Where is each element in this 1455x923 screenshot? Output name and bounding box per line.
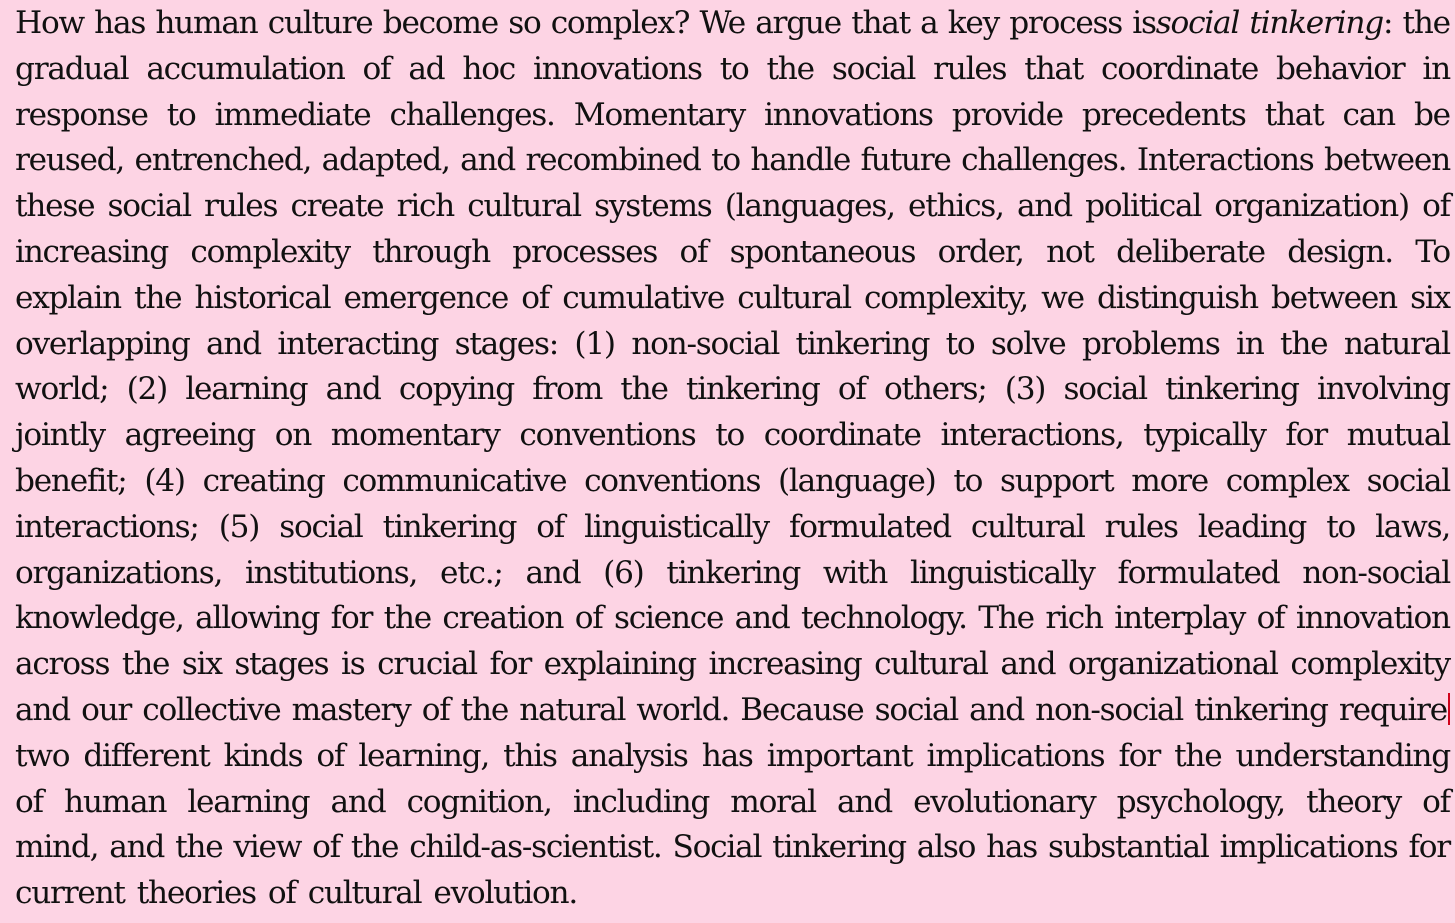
word: mastery	[291, 691, 411, 728]
word: spontaneous	[729, 233, 916, 270]
word: (language)	[778, 462, 936, 499]
word: increasing	[15, 233, 169, 270]
word: innovations	[764, 96, 933, 133]
word: cultural	[874, 646, 988, 683]
word: our	[81, 691, 132, 728]
word: of	[316, 737, 345, 774]
word: social	[874, 691, 958, 728]
word: cultural	[467, 188, 581, 225]
word: require	[1339, 688, 1450, 734]
word: ethics,	[908, 188, 1004, 225]
word: benefit;	[15, 462, 127, 499]
word: that	[851, 5, 910, 41]
word: from	[532, 371, 603, 408]
word: for	[330, 600, 373, 637]
word: a	[920, 5, 938, 41]
word: organizational	[1067, 646, 1278, 683]
word: and	[837, 783, 892, 820]
word: complexity,	[864, 279, 1028, 316]
word: different	[83, 737, 210, 774]
word: ad	[408, 50, 445, 87]
word: key	[947, 5, 999, 41]
word: learning,	[358, 737, 490, 774]
word: become	[382, 5, 498, 41]
word: of	[312, 829, 340, 866]
word: across	[15, 646, 110, 683]
text-line	[15, 367, 1450, 413]
word: processes	[512, 233, 658, 270]
word: also	[916, 829, 976, 866]
word: natural	[519, 691, 626, 728]
word: crucial	[377, 646, 477, 683]
text-line	[15, 551, 1450, 597]
text-line	[15, 871, 1450, 917]
word: We	[699, 5, 745, 41]
word: complex	[1225, 462, 1349, 499]
word: the	[134, 279, 182, 316]
word: the	[121, 646, 170, 683]
text-line	[15, 734, 1450, 780]
word: historical	[194, 279, 331, 316]
word: of	[536, 508, 565, 545]
word: formulated	[788, 508, 951, 545]
word: (1)	[574, 325, 615, 362]
word: Because	[740, 691, 864, 728]
word: the	[1280, 325, 1328, 362]
word: rules	[1104, 508, 1178, 545]
word: tinkering	[795, 325, 930, 362]
word: non-social	[631, 325, 780, 362]
text-line	[15, 642, 1450, 688]
word: child-as-scientist.	[409, 829, 662, 866]
word: is	[341, 646, 365, 683]
text-line	[15, 93, 1450, 139]
text-line	[15, 184, 1450, 230]
word: rich	[396, 188, 455, 225]
word: the	[1402, 5, 1450, 41]
word: design.	[1287, 233, 1393, 270]
word: social	[107, 188, 191, 225]
word: and	[734, 600, 790, 637]
word: create	[290, 188, 384, 225]
word: accumulation	[146, 50, 345, 87]
text-line	[15, 459, 1450, 505]
word: precedents	[1081, 96, 1246, 133]
word: overlapping	[15, 325, 190, 362]
word: of	[1256, 600, 1285, 637]
word: of	[362, 50, 391, 87]
text-line	[15, 276, 1450, 322]
word: has	[701, 737, 753, 774]
word: of	[15, 783, 43, 820]
word: Social	[672, 829, 762, 866]
word: this	[503, 737, 557, 774]
word: explain	[15, 279, 121, 316]
word: the	[175, 829, 223, 866]
word: jointly	[15, 417, 105, 454]
word: the	[1174, 737, 1222, 774]
word: psychology,	[1116, 783, 1285, 820]
word: provide	[951, 96, 1063, 133]
text-cursor	[1448, 693, 1450, 725]
word: How	[15, 5, 84, 41]
word: cognition,	[406, 783, 552, 820]
word: complexity	[1290, 646, 1450, 683]
word: creation	[442, 600, 564, 637]
word: for	[1408, 829, 1450, 866]
word: linguistically	[584, 508, 769, 545]
word: be	[1413, 96, 1450, 133]
word: (4)	[144, 462, 185, 499]
word: adapted,	[321, 142, 450, 179]
word: between	[1271, 279, 1397, 316]
word: Momentary	[573, 96, 745, 133]
word: entrenched,	[134, 142, 312, 179]
word: the	[383, 600, 431, 637]
word: for	[489, 646, 532, 683]
word: these	[15, 188, 95, 225]
word: tinkering:	[1249, 5, 1393, 41]
word: stages:	[454, 325, 558, 362]
word: involving	[1317, 371, 1450, 408]
word: human	[155, 5, 258, 41]
word: learning	[187, 783, 310, 820]
word: stages	[234, 646, 329, 683]
word: coordinate	[1101, 50, 1259, 87]
word: problems	[1081, 325, 1220, 362]
word: others;	[883, 371, 987, 408]
word: and	[1000, 646, 1056, 683]
word: recombined	[525, 142, 701, 179]
word: allowing	[195, 600, 320, 637]
word: of	[837, 371, 866, 408]
word: (5)	[218, 508, 260, 545]
word: gradual	[15, 50, 129, 87]
word: world;	[15, 371, 109, 408]
word: and	[325, 371, 381, 408]
word: learning	[185, 371, 308, 408]
word: creating	[202, 462, 325, 499]
word: to	[719, 50, 749, 87]
word: in	[1422, 50, 1450, 87]
word: cultural	[737, 279, 851, 316]
word: argue	[755, 5, 841, 41]
word: and	[330, 783, 386, 820]
word: and	[460, 142, 516, 179]
text-line	[15, 596, 1450, 642]
word: complex?	[550, 5, 690, 41]
text-line	[15, 780, 1450, 826]
word: of	[421, 691, 450, 728]
word: the	[766, 50, 814, 87]
word: hoc	[462, 50, 515, 87]
text-line	[15, 688, 1450, 734]
word: so	[508, 5, 541, 41]
word: has	[986, 829, 1038, 866]
word: issocial	[1132, 5, 1240, 41]
word: and	[206, 325, 261, 362]
word: interplay	[1114, 600, 1246, 637]
word: view	[233, 829, 302, 866]
word: analysis	[570, 737, 688, 774]
word: etc.;	[439, 554, 503, 591]
word: can	[1342, 96, 1395, 133]
word: challenges.	[389, 96, 555, 133]
word: communicative	[342, 462, 567, 499]
word: to	[715, 417, 744, 454]
italic-term: social	[1155, 5, 1240, 41]
word: agreeing	[124, 417, 255, 454]
word: of	[679, 233, 708, 270]
word: solve	[990, 325, 1066, 362]
word: political	[1085, 188, 1202, 225]
word: conventions	[519, 417, 696, 454]
word: kinds	[223, 737, 303, 774]
word: rules	[204, 188, 278, 225]
word: (3)	[1004, 371, 1046, 408]
word: of	[521, 279, 550, 316]
word: to	[711, 142, 740, 179]
word: mutual	[1346, 417, 1450, 454]
word: (6)	[603, 554, 644, 591]
text-line	[15, 413, 1450, 459]
word: implications	[926, 737, 1105, 774]
word: theories	[136, 875, 256, 912]
word: for	[1118, 737, 1160, 774]
text-line	[15, 1, 1450, 47]
word: tinkering	[382, 508, 517, 545]
text-line	[15, 138, 1450, 184]
word: has	[94, 5, 146, 41]
word: between	[1324, 142, 1450, 179]
word: technology.	[801, 600, 967, 637]
word: innovation	[1295, 600, 1450, 637]
word: To	[1415, 233, 1450, 270]
word: that	[1264, 96, 1324, 133]
word: Interactions	[1136, 142, 1314, 179]
word: to	[953, 462, 983, 499]
word: copying	[398, 371, 514, 408]
text-line	[15, 47, 1450, 93]
word: complexity	[190, 233, 350, 270]
word: laws,	[1375, 508, 1450, 545]
word: evolutionary	[913, 783, 1096, 820]
word: tinkering	[772, 829, 906, 866]
word: cumulative	[562, 279, 725, 316]
word: explaining	[543, 646, 696, 683]
word: interactions,	[940, 417, 1124, 454]
word: deliberate	[1116, 233, 1265, 270]
word: emergence	[343, 279, 509, 316]
word: order,	[937, 233, 1024, 270]
word: non-social	[1302, 554, 1450, 591]
word: interactions;	[15, 508, 199, 545]
word: of	[1422, 188, 1450, 225]
word: organizations,	[15, 554, 223, 591]
word: behavior	[1276, 50, 1405, 87]
word: of	[267, 875, 296, 912]
word: mind,	[15, 829, 99, 866]
word: collective	[142, 691, 281, 728]
word: momentary	[330, 417, 500, 454]
word: culture	[267, 5, 373, 41]
word: two	[15, 737, 70, 774]
italic-term: tinkering	[1249, 5, 1383, 41]
word: formulated	[1117, 554, 1280, 591]
word: and	[15, 691, 70, 728]
word: challenges.	[961, 142, 1127, 179]
word: and	[1016, 188, 1072, 225]
word: implications	[1219, 829, 1398, 866]
word: reused,	[15, 142, 125, 179]
word: of	[574, 600, 603, 637]
word: response	[15, 96, 148, 133]
word: science	[613, 600, 724, 637]
word: current	[15, 875, 125, 912]
word: rules	[933, 50, 1007, 87]
word: distinguish	[1096, 279, 1258, 316]
word: moral	[730, 783, 816, 820]
word: increasing	[708, 646, 862, 683]
word: on	[274, 417, 312, 454]
word: with	[822, 554, 888, 591]
word: not	[1046, 233, 1094, 270]
word: tinkering	[685, 371, 820, 408]
word: future	[860, 142, 951, 179]
word: the	[620, 371, 668, 408]
word: including	[572, 783, 710, 820]
word: process	[1009, 5, 1123, 41]
word: knowledge,	[15, 600, 184, 637]
word: and	[525, 554, 581, 591]
word: social	[831, 50, 916, 87]
word: (languages,	[724, 188, 895, 225]
word: of	[1422, 783, 1450, 820]
word: understanding	[1235, 737, 1450, 774]
word: the	[350, 829, 399, 866]
word: six	[1410, 279, 1450, 316]
word: non-social	[1035, 691, 1183, 728]
text-line	[15, 230, 1450, 276]
abstract-text[interactable]	[15, 0, 1450, 917]
word: natural	[1343, 325, 1450, 362]
word: tinkering	[666, 554, 801, 591]
word: for	[1285, 417, 1327, 454]
word: conventions	[584, 462, 761, 499]
word: social	[1063, 371, 1147, 408]
word: cultural	[970, 508, 1085, 545]
word: social	[1366, 462, 1450, 499]
word: (2)	[126, 371, 168, 408]
word: organization)	[1214, 188, 1409, 225]
word: the	[460, 691, 509, 728]
word: to	[166, 96, 196, 133]
word: world.	[636, 691, 730, 728]
word: interacting	[277, 325, 439, 362]
word: and	[109, 829, 165, 866]
word: we	[1041, 279, 1084, 316]
word: support	[999, 462, 1114, 499]
word: evolution.	[433, 875, 578, 912]
word: immediate	[214, 96, 371, 133]
word: cultural	[307, 875, 422, 912]
word: tinkering	[1194, 691, 1328, 728]
word: that	[1024, 50, 1084, 87]
word: to	[945, 325, 975, 362]
word: more	[1131, 462, 1208, 499]
word: typically	[1143, 417, 1266, 454]
text-line	[15, 505, 1450, 551]
word: systems	[594, 188, 712, 225]
word: linguistically	[909, 554, 1095, 591]
word: institutions,	[244, 554, 418, 591]
word: innovations	[532, 50, 702, 87]
word: important	[766, 737, 913, 774]
word: The	[978, 600, 1034, 637]
word: and	[969, 691, 1025, 728]
word: leading	[1197, 508, 1307, 545]
text-line	[15, 825, 1450, 871]
word: human	[63, 783, 167, 820]
word: through	[372, 233, 490, 270]
word: in	[1236, 325, 1264, 362]
word: coordinate	[763, 417, 921, 454]
word: rich	[1045, 600, 1103, 637]
word: six	[181, 646, 222, 683]
word: handle	[750, 142, 851, 179]
word: social	[279, 508, 363, 545]
word: to	[1326, 508, 1355, 545]
word: theory	[1306, 783, 1401, 820]
word: tinkering	[1165, 371, 1299, 408]
word: substantial	[1048, 829, 1209, 866]
text-line	[15, 322, 1450, 368]
